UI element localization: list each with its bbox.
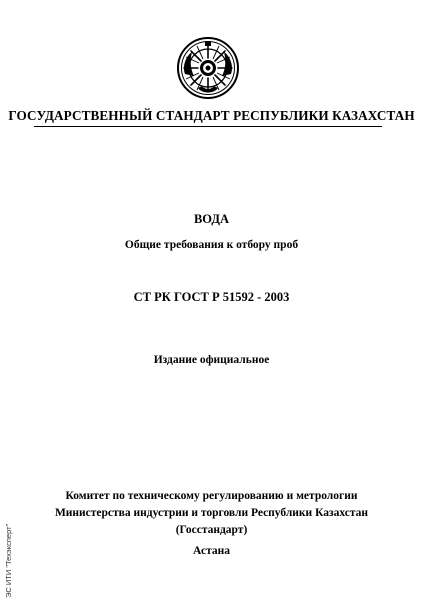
edition-label: Издание официальное (153, 354, 270, 366)
publisher-line-3: (Госстандарт) (175, 524, 248, 536)
side-watermark: ЭС ИТИ "Техэксперт" (4, 523, 13, 598)
state-emblem-icon (176, 36, 240, 100)
document-subtitle: Общие требования к отбору проб (124, 239, 299, 251)
document-title: ВОДА (193, 212, 230, 226)
publisher-line-1: Комитет по техническому регулированию и метрологии (65, 490, 358, 502)
title-underline (34, 126, 382, 127)
standard-title: ГОСУДАРСТВЕННЫЙ СТАНДАРТ РЕСПУБЛИКИ КАЗАХСТАН (8, 108, 415, 123)
publisher-line-2: Министерства индустрии и торговли Республики Казахстан (54, 507, 369, 519)
publication-city: Астана (192, 545, 231, 557)
standard-number: СТ РК ГОСТ Р 51592 - 2003 (133, 290, 290, 304)
